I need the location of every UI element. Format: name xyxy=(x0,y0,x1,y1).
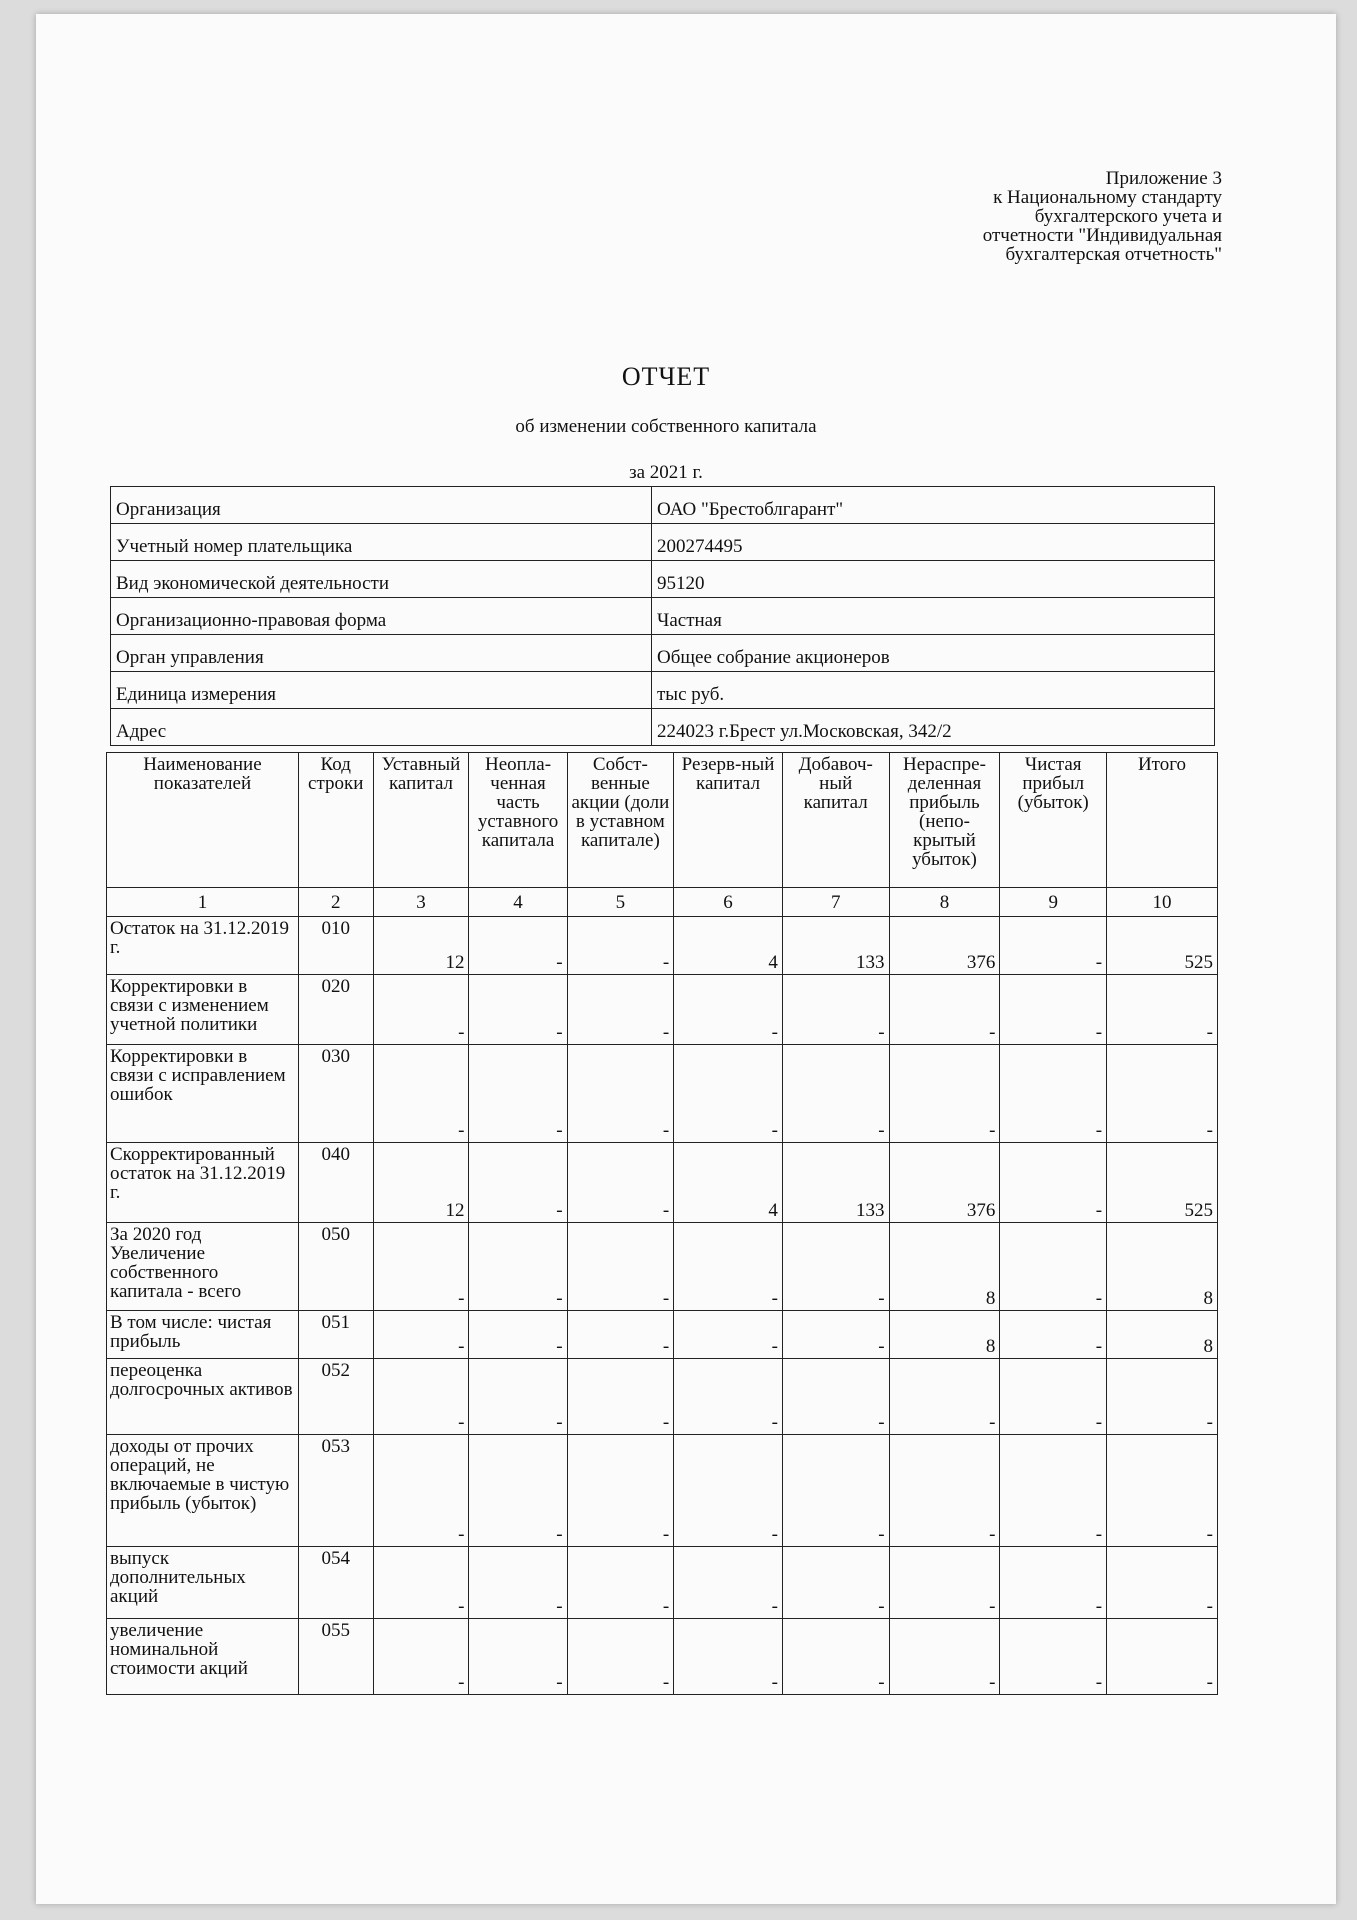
appendix-line: бухгалтерская отчетность" xyxy=(1005,244,1222,265)
column-number-row xyxy=(107,888,1218,917)
info-label: Организационно-правовая форма xyxy=(111,598,652,635)
table-cell: - xyxy=(1000,1143,1107,1223)
indicator-name: Корректировки в связи с исправлением ошибок xyxy=(107,1045,299,1143)
column-number: 6 xyxy=(674,888,783,917)
column-number: 4 xyxy=(469,888,567,917)
row-code: 010 xyxy=(298,917,373,975)
table-cell: - xyxy=(469,1547,567,1619)
table-cell: - xyxy=(567,1311,674,1359)
column-number: 9 xyxy=(1000,888,1107,917)
info-value: тыс руб. xyxy=(652,672,1215,709)
table-cell: - xyxy=(889,975,1000,1045)
document-title: ОТЧЕТ xyxy=(621,362,711,391)
table-cell: - xyxy=(469,917,567,975)
appendix-line: бухгалтерского учета и xyxy=(1034,206,1222,227)
table-cell: 8 xyxy=(1107,1223,1218,1311)
info-value: Общее собрание акционеров xyxy=(652,635,1215,672)
table-cell: - xyxy=(782,1223,889,1311)
indicator-name: увеличение номинальной стоимости акций xyxy=(107,1619,299,1695)
indicator-name: Корректировки в связи с изменением учетной политики xyxy=(107,975,299,1045)
table-cell: - xyxy=(674,1359,783,1435)
table-cell: - xyxy=(674,1435,783,1547)
table-cell: 8 xyxy=(1107,1311,1218,1359)
table-row xyxy=(107,1045,1218,1143)
table-cell: - xyxy=(469,975,567,1045)
table-cell: 525 xyxy=(1107,1143,1218,1223)
table-cell: - xyxy=(373,1311,469,1359)
row-code: 030 xyxy=(298,1045,373,1143)
table-cell: - xyxy=(1107,1045,1218,1143)
table-cell: - xyxy=(889,1359,1000,1435)
table-cell: - xyxy=(674,1045,783,1143)
table-cell: - xyxy=(469,1143,567,1223)
table-cell: - xyxy=(782,975,889,1045)
column-header: Итого xyxy=(1107,753,1218,888)
table-row xyxy=(107,1359,1218,1435)
table-row xyxy=(107,1143,1218,1223)
table-cell: 133 xyxy=(782,1143,889,1223)
table-cell: - xyxy=(782,1311,889,1359)
table-cell: 525 xyxy=(1107,917,1218,975)
column-number: 3 xyxy=(373,888,469,917)
table-cell: - xyxy=(373,1435,469,1547)
info-row xyxy=(111,672,1215,709)
table-cell: - xyxy=(889,1435,1000,1547)
table-cell: - xyxy=(674,1547,783,1619)
table-row xyxy=(107,1223,1218,1311)
table-cell: 376 xyxy=(889,917,1000,975)
table-cell: 133 xyxy=(782,917,889,975)
table-cell: - xyxy=(469,1311,567,1359)
row-code: 055 xyxy=(298,1619,373,1695)
table-row xyxy=(107,1435,1218,1547)
column-number: 1 xyxy=(107,888,299,917)
table-cell: - xyxy=(469,1223,567,1311)
table-row xyxy=(107,975,1218,1045)
table-cell: - xyxy=(1000,1547,1107,1619)
table-cell: 4 xyxy=(674,917,783,975)
indicator-name: В том числе: чистая прибыль xyxy=(107,1311,299,1359)
table-cell: 8 xyxy=(889,1311,1000,1359)
organization-info-table xyxy=(110,486,1215,746)
table-cell: - xyxy=(469,1619,567,1695)
table-cell: - xyxy=(889,1619,1000,1695)
row-code: 053 xyxy=(298,1435,373,1547)
appendix-line: Приложение 3 xyxy=(1105,168,1222,189)
table-cell: - xyxy=(674,1619,783,1695)
document-subtitle: об изменении собственного капитала xyxy=(515,416,817,437)
table-cell: - xyxy=(1107,1619,1218,1695)
table-cell: - xyxy=(889,1547,1000,1619)
column-header: Нераспре-деленная прибыль (непо-крытый убыток) xyxy=(889,753,1000,888)
indicator-name: Остаток на 31.12.2019 г. xyxy=(107,917,299,975)
table-cell: - xyxy=(782,1619,889,1695)
info-value: 224023 г.Брест ул.Московская, 342/2 xyxy=(652,709,1215,746)
row-code: 054 xyxy=(298,1547,373,1619)
table-cell: - xyxy=(1000,975,1107,1045)
table-cell: - xyxy=(469,1359,567,1435)
column-header: Собст-венные акции (доли в уставном капитале) xyxy=(567,753,674,888)
info-value: 200274495 xyxy=(652,524,1215,561)
info-label: Организация xyxy=(111,487,652,524)
table-cell: - xyxy=(674,975,783,1045)
row-code: 052 xyxy=(298,1359,373,1435)
table-cell: - xyxy=(373,1359,469,1435)
column-number: 2 xyxy=(298,888,373,917)
table-cell: - xyxy=(1000,1435,1107,1547)
table-cell: - xyxy=(1107,1359,1218,1435)
table-cell: 12 xyxy=(373,1143,469,1223)
info-label: Учетный номер плательщика xyxy=(111,524,652,561)
table-cell: - xyxy=(674,1311,783,1359)
info-value: Частная xyxy=(652,598,1215,635)
column-header: Добавоч-ный капитал xyxy=(782,753,889,888)
table-cell: - xyxy=(567,1045,674,1143)
info-value: 95120 xyxy=(652,561,1215,598)
column-header: Резерв-ный капитал xyxy=(674,753,783,888)
row-code: 020 xyxy=(298,975,373,1045)
info-value: ОАО "Брестоблгарант" xyxy=(652,487,1215,524)
table-cell: - xyxy=(1000,1045,1107,1143)
appendix-note xyxy=(802,169,1222,264)
table-cell: - xyxy=(782,1547,889,1619)
table-cell: - xyxy=(567,1619,674,1695)
column-header: Неопла-ченная часть уставного капитала xyxy=(469,753,567,888)
table-row xyxy=(107,1311,1218,1359)
table-cell: - xyxy=(1000,917,1107,975)
table-cell: - xyxy=(373,1045,469,1143)
info-label: Орган управления xyxy=(111,635,652,672)
table-cell: - xyxy=(1000,1619,1107,1695)
info-row xyxy=(111,561,1215,598)
table-cell: - xyxy=(782,1359,889,1435)
column-number: 7 xyxy=(782,888,889,917)
info-row xyxy=(111,524,1215,561)
column-header: Код строки xyxy=(298,753,373,888)
info-row xyxy=(111,487,1215,524)
table-cell: - xyxy=(674,1223,783,1311)
table-header-row xyxy=(107,753,1218,888)
table-cell: - xyxy=(782,1045,889,1143)
info-row xyxy=(111,598,1215,635)
row-code: 040 xyxy=(298,1143,373,1223)
appendix-line: к Национальному стандарту xyxy=(993,187,1222,208)
row-code: 051 xyxy=(298,1311,373,1359)
document-page xyxy=(36,14,1336,1904)
table-cell: - xyxy=(889,1045,1000,1143)
table-cell: - xyxy=(567,1223,674,1311)
table-cell: - xyxy=(567,1435,674,1547)
table-cell: - xyxy=(1107,975,1218,1045)
table-cell: - xyxy=(1107,1547,1218,1619)
table-cell: - xyxy=(469,1435,567,1547)
table-cell: - xyxy=(567,1143,674,1223)
table-cell: - xyxy=(373,1547,469,1619)
table-row xyxy=(107,1547,1218,1619)
column-header: Уставный капитал xyxy=(373,753,469,888)
table-cell: - xyxy=(1000,1359,1107,1435)
table-cell: 4 xyxy=(674,1143,783,1223)
table-cell: 8 xyxy=(889,1223,1000,1311)
table-cell: - xyxy=(567,1547,674,1619)
report-period: за 2021 г. xyxy=(629,462,703,483)
table-cell: - xyxy=(373,1223,469,1311)
column-number: 10 xyxy=(1107,888,1218,917)
table-cell: - xyxy=(782,1435,889,1547)
table-cell: - xyxy=(1000,1311,1107,1359)
info-label: Единица измерения xyxy=(111,672,652,709)
table-cell: 12 xyxy=(373,917,469,975)
indicator-name: За 2020 год Увеличение собственного капитала - всего xyxy=(107,1223,299,1311)
column-number: 8 xyxy=(889,888,1000,917)
table-cell: - xyxy=(373,975,469,1045)
table-cell: - xyxy=(567,975,674,1045)
indicator-name: выпуск дополнительных акций xyxy=(107,1547,299,1619)
info-row xyxy=(111,709,1215,746)
column-header: Чистая прибыл (убыток) xyxy=(1000,753,1107,888)
table-cell: - xyxy=(1107,1435,1218,1547)
table-cell: - xyxy=(567,917,674,975)
table-cell: - xyxy=(1000,1223,1107,1311)
table-cell: 376 xyxy=(889,1143,1000,1223)
table-cell: - xyxy=(567,1359,674,1435)
indicator-name: переоценка долгосрочных активов xyxy=(107,1359,299,1435)
column-number: 5 xyxy=(567,888,674,917)
info-row xyxy=(111,635,1215,672)
table-cell: - xyxy=(469,1045,567,1143)
table-cell: - xyxy=(373,1619,469,1695)
indicator-name: Скорректированный остаток на 31.12.2019 г. xyxy=(107,1143,299,1223)
info-label: Вид экономической деятельности xyxy=(111,561,652,598)
capital-changes-table xyxy=(106,752,1218,1695)
table-row xyxy=(107,917,1218,975)
table-row xyxy=(107,1619,1218,1695)
row-code: 050 xyxy=(298,1223,373,1311)
info-label: Адрес xyxy=(111,709,652,746)
appendix-line: отчетности "Индивидуальная xyxy=(982,225,1222,246)
indicator-name: доходы от прочих операций, не включаемые в чистую прибыль (убыток) xyxy=(107,1435,299,1547)
column-header: Наименование показателей xyxy=(107,753,299,888)
